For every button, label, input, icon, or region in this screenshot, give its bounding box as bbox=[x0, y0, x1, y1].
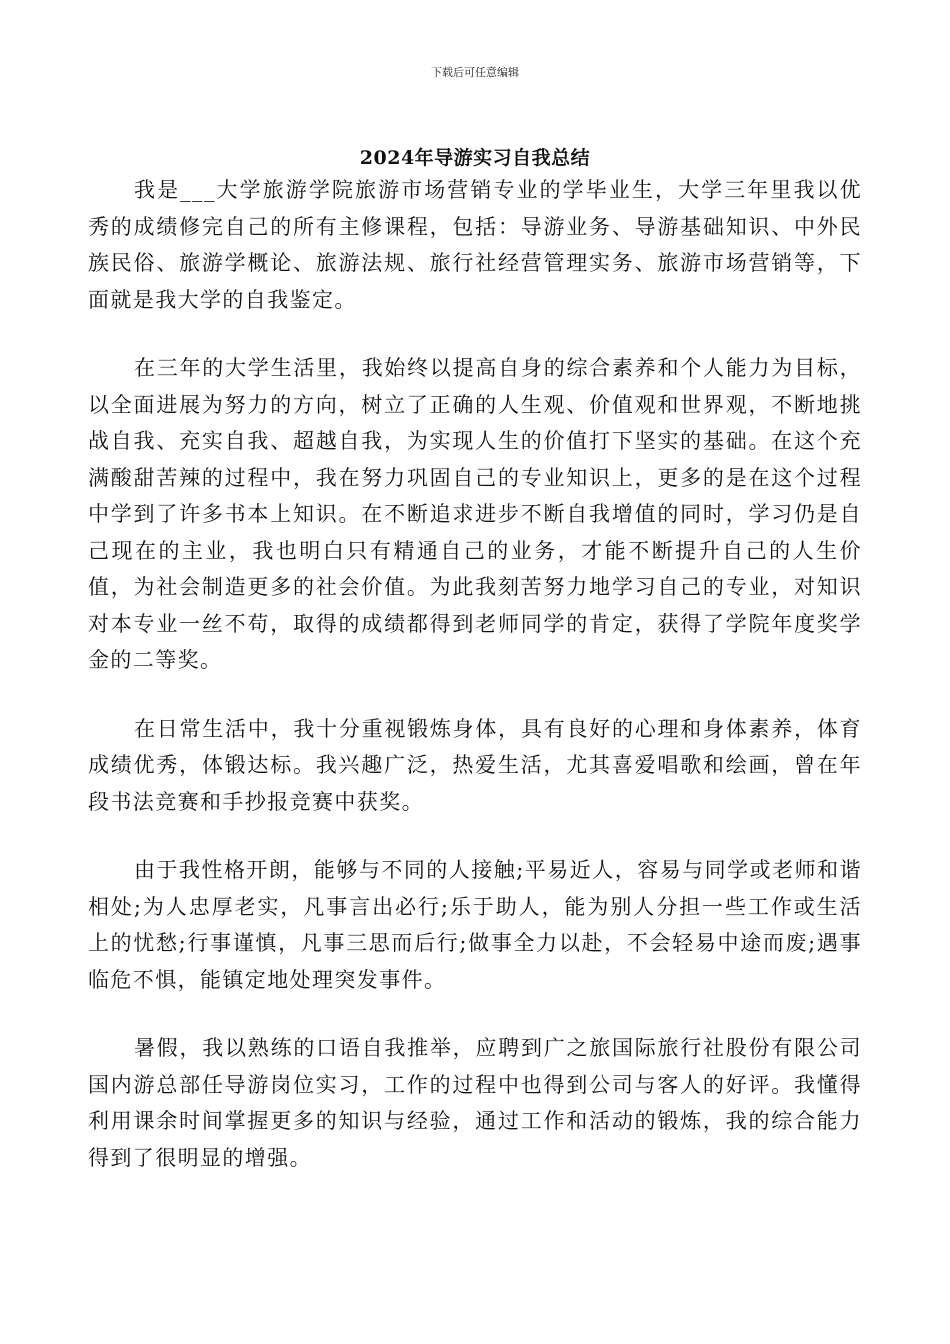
paragraph-2: 在三年的大学生活里，我始终以提高自身的综合素养和个人能力为目标，以全面进展为努力的方向，树立了正确的人生观、价值观和世界观，不断地挑战自我、充实自我、超越自我，为实现人生的价值打下坚实的基础。在这个充满酸甜苦辣的过程中，我在努力巩固自己的专业知识上，更多的是在这个过程中学到了许多书本上知识。在不断追求进步不断自我增值的同时，学习仍是自己现在的主业，我也明白只有精通自己的业务，才能不断提升自己的人生价值，为社会制造更多的社会价值。为此我刻苦努力地学习自己的专业，对知识对本专业一丝不苟，取得的成绩都得到老师同学的肯定，获得了学院年度奖学金的二等奖。 bbox=[88, 356, 862, 672]
page-header: 下载后可任意编辑 bbox=[431, 66, 519, 79]
document-body bbox=[88, 172, 862, 1208]
paragraph-4: 由于我性格开朗，能够与不同的人接触;平易近人，容易与同学或老师和谐相处;为人忠厚老实，凡事言出必行;乐于助人，能为别人分担一些工作或生活上的忧愁;行事谨慎，凡事三思而后行;做事全力以赴，不会轻易中途而废;遇事临危不惧，能镇定地处理突发事件。 bbox=[88, 858, 862, 992]
document-title: 2024年导游实习自我总结 bbox=[359, 147, 591, 169]
paragraph-1: 我是___大学旅游学院旅游市场营销专业的学毕业生，大学三年里我以优秀的成绩修完自己的所有主修课程，包括：导游业务、导游基础知识、中外民族民俗、旅游学概论、旅游法规、旅行社经营管理实务、旅游市场营销等，下面就是我大学的自我鉴定。 bbox=[88, 178, 862, 312]
paragraph-5: 暑假，我以熟练的口语自我推举，应聘到广之旅国际旅行社股份有限公司国内游总部任导游岗位实习，工作的过程中也得到公司与客人的好评。我懂得利用课余时间掌握更多的知识与经验，通过工作和活动的锻炼，我的综合能力得到了很明显的增强。 bbox=[88, 1036, 862, 1170]
paragraph-3: 在日常生活中，我十分重视锻炼身体，具有良好的心理和身体素养，体育成绩优秀，体锻达标。我兴趣广泛，热爱生活，尤其喜爱唱歌和绘画，曾在年段书法竞赛和手抄报竞赛中获奖。 bbox=[88, 716, 862, 814]
